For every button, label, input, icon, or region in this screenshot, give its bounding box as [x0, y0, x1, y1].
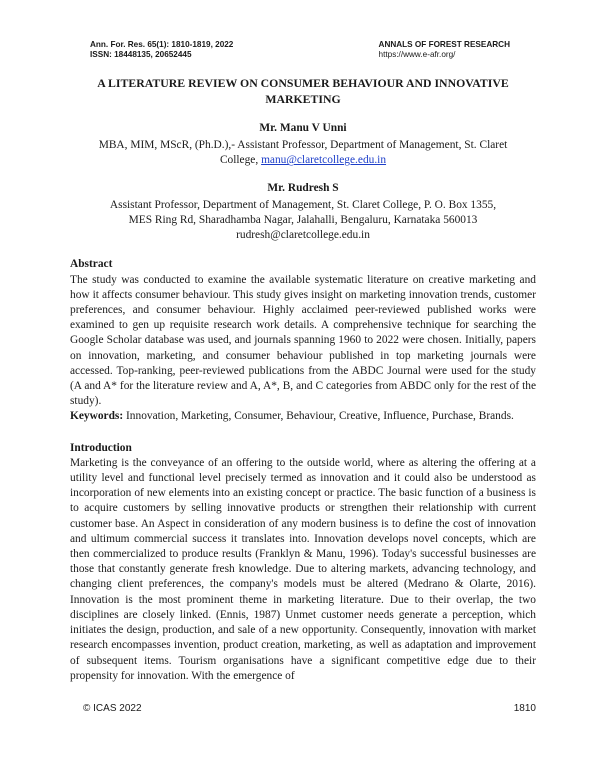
abstract-heading: Abstract: [70, 258, 113, 271]
author-name: Mr. Manu V Unni: [259, 122, 347, 134]
keywords-line: [70, 409, 536, 424]
author-address: MES Ring Rd, Sharadhamba Nagar, Jalahalli, Bengaluru, Karnataka 560013: [128, 214, 478, 227]
paper-title: A LITERATURE REVIEW ON CONSUMER BEHAVIOUR AND INNOVATIVE MARKETING: [97, 76, 509, 106]
author-block-1: [70, 121, 536, 169]
page-number: 1810: [513, 703, 536, 714]
issn-line: ISSN: 18448135, 20652445: [90, 50, 192, 59]
keywords-label: Keywords:: [70, 410, 124, 423]
author-email-link[interactable]: manu@claretcollege.edu.in: [261, 154, 387, 167]
affiliation-prefix: College,: [219, 154, 262, 167]
journal-name: ANNALS OF FOREST RESEARCH: [378, 40, 510, 49]
copyright-text: © ICAS 2022: [83, 703, 142, 714]
author-block-2: [70, 181, 536, 244]
paper-content: [70, 76, 536, 684]
journal-url[interactable]: https://www.e-afr.org/: [378, 50, 456, 59]
introduction-heading: Introduction: [70, 441, 132, 454]
author-affiliation: MBA, MIM, MScR, (Ph.D.),- Assistant Professor, Department of Management, St. Claret: [98, 139, 508, 152]
keywords-text: Innovation, Marketing, Consumer, Behaviour, Creative, Influence, Purchase, Brands.: [123, 410, 514, 423]
journal-header: [90, 40, 510, 60]
author-affiliation-line2: [70, 153, 536, 168]
citation-block: [90, 40, 233, 60]
journal-info: [379, 40, 510, 60]
citation-line: Ann. For. Res. 65(1): 1810-1819, 2022: [90, 40, 234, 49]
author-email: rudresh@claretcollege.edu.in: [236, 229, 370, 242]
author-affiliation: Assistant Professor, Department of Management, St. Claret College, P. O. Box 1355,: [109, 198, 497, 211]
introduction-text: Marketing is the conveyance of an offering to the outside world, where as altering the offering at a utility level and functional level precisely termed as innovation and it could also be understood as incorporation of new elements into an existing concept or practice. The basic function of a business is to acquire customers by selling innovative products or strengthen their relationship with current customer base. An Aspect in consideration of any modern business is to define the cost of innovation and ultimum commercial success it translates into. Innovation develops novel concepts, which are then commercialized to produce results (Franklyn & Manu, 1996). Today's successful businesses are those that constantly generate fresh knowledge. Due to altering markets, advancing technology, and changing client preferences, the company's models must be altered (Medrano & Olarte, 2016). Innovation is the most prominent theme in marketing literature. Due to their overlap, the two disciplines are closely linked. (Ennis, 1987) Unmet customer needs generate a perception, which initiates the design, production, and sale of a new opportunity. Consequently, innovation with market research encompasses invention, product creation, marketing, as well as adaptation and improvement of subsequent items. Tourism organisations have a significant competitive edge due to their propensity for innovation. With the emergence of: [70, 456, 536, 682]
abstract-text: The study was conducted to examine the available systematic literature on creative marketing and how it affects consumer behaviour. This study gives insight on marketing innovation trends, customer preferences, and consumer behaviour. Highly acclaimed peer-reviewed published works were examined to gen up requisite research work details. A comprehensive technique for searching the Google Scholar database was used, and journals spanning 1960 to 2022 were chosen. Initially, papers on innovation, marketing, and consumer behaviour published in top marketing journals were accessed. Top-ranking, peer-reviewed publications from the ABDC Journal were used for the study (A and A* for the literature review and A, A*, B, and C categories from ABDC only for the rest of the study).: [70, 273, 536, 408]
author-name: Mr. Rudresh S: [267, 181, 339, 194]
page-footer: [83, 703, 536, 715]
